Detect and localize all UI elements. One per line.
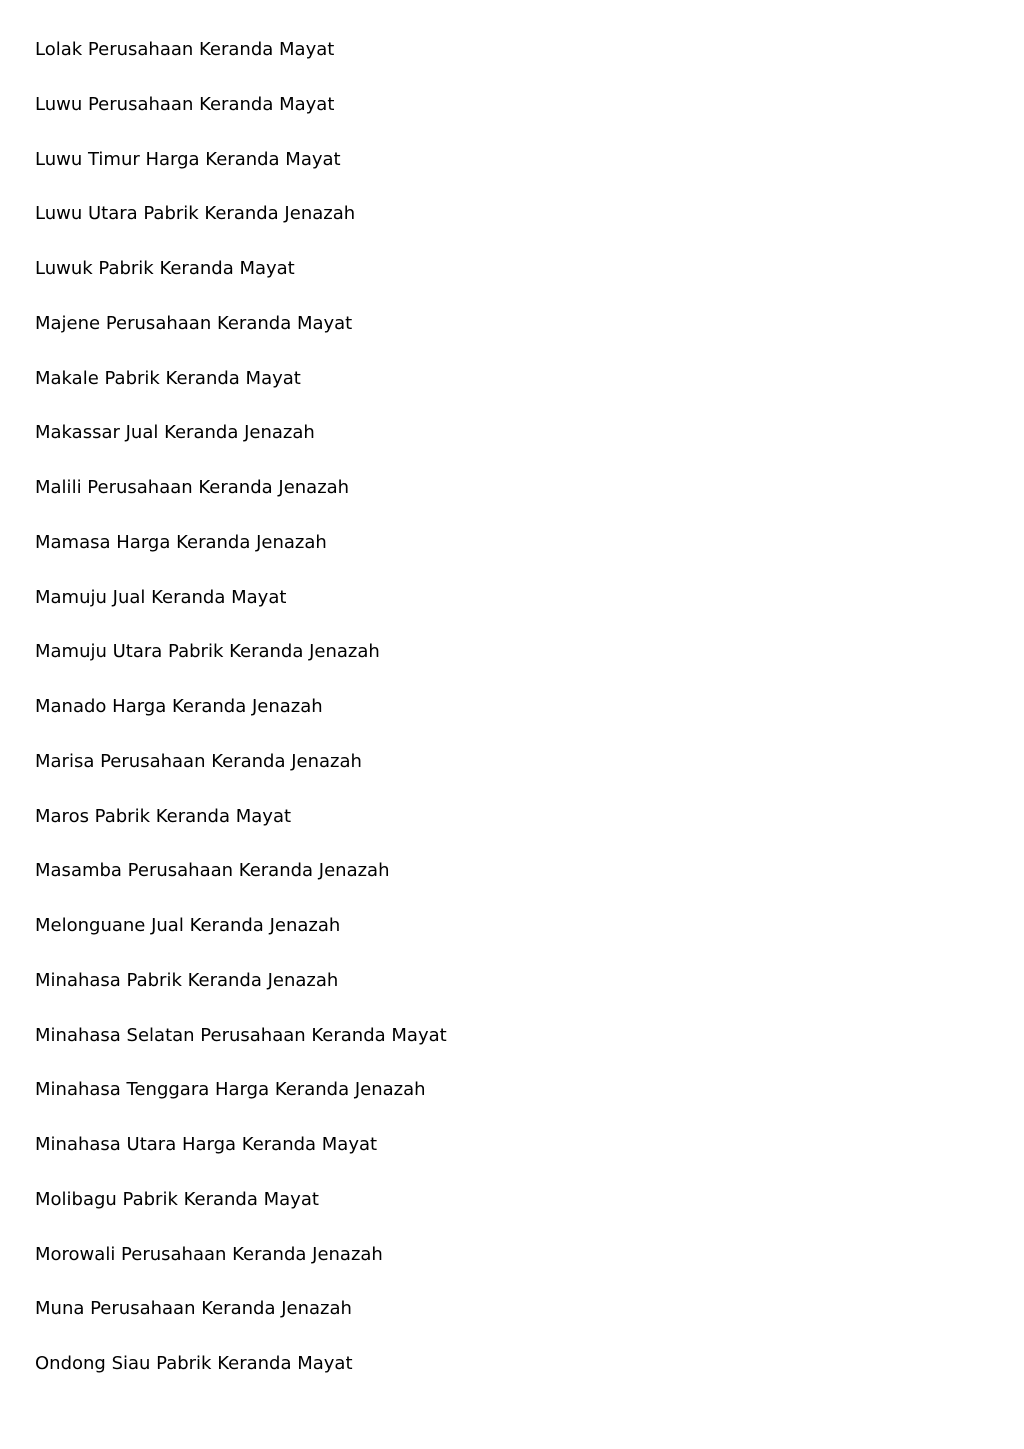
entry-text: Luwuk Pabrik Keranda Mayat xyxy=(35,258,295,279)
list-item xyxy=(35,858,935,913)
entry-text: Marisa Perusahaan Keranda Jenazah xyxy=(35,750,362,772)
list-item xyxy=(35,37,935,92)
list-item xyxy=(35,147,935,202)
entry-text: Malili Perusahaan Keranda Jenazah xyxy=(35,477,350,498)
list-item xyxy=(35,968,935,1023)
entry-text: Makale Pabrik Keranda Mayat xyxy=(35,367,301,389)
entry-text: Minahasa Pabrik Keranda Jenazah xyxy=(35,969,339,991)
entry-text: Melonguane Jual Keranda Jenazah xyxy=(35,915,341,936)
entry-text: Mamuju Utara Pabrik Keranda Jenazah xyxy=(35,641,380,663)
entry-text: Minahasa Tenggara Harga Keranda Jenazah xyxy=(35,1079,426,1101)
list-item xyxy=(35,749,935,804)
entry-text: Minahasa Selatan Perusahaan Keranda Mayat xyxy=(35,1024,447,1046)
list-item xyxy=(35,804,935,859)
entry-text: Maros Pabrik Keranda Mayat xyxy=(35,805,292,827)
entry-text: Masamba Perusahaan Keranda Jenazah xyxy=(35,860,390,882)
entry-text: Lolak Perusahaan Keranda Mayat xyxy=(35,39,335,60)
list-item xyxy=(35,1187,935,1242)
list-item xyxy=(35,1023,935,1078)
list-item xyxy=(35,585,935,640)
entry-text: Mamasa Harga Keranda Jenazah xyxy=(35,531,327,553)
entry-text: Minahasa Utara Harga Keranda Mayat xyxy=(35,1134,378,1155)
list-item xyxy=(35,311,935,366)
list-item xyxy=(35,92,935,147)
list-item xyxy=(35,530,935,585)
list-item xyxy=(35,420,935,475)
list-item xyxy=(35,201,935,256)
list-item xyxy=(35,256,935,311)
list-item xyxy=(35,1296,935,1351)
list-item xyxy=(35,639,935,694)
entry-text: Muna Perusahaan Keranda Jenazah xyxy=(35,1298,352,1320)
list-item xyxy=(35,475,935,530)
entry-text: Molibagu Pabrik Keranda Mayat xyxy=(35,1188,319,1210)
entry-text: Makassar Jual Keranda Jenazah xyxy=(35,422,315,444)
list-item xyxy=(35,1132,935,1187)
list-item xyxy=(35,694,935,749)
list-item xyxy=(35,1242,935,1297)
list-item xyxy=(35,1077,935,1132)
entry-text: Luwu Utara Pabrik Keranda Jenazah xyxy=(35,203,356,225)
entry-text: Luwu Timur Harga Keranda Mayat xyxy=(35,148,341,170)
entry-text: Manado Harga Keranda Jenazah xyxy=(35,696,323,717)
entry-list xyxy=(35,37,935,1406)
list-item xyxy=(35,1351,935,1406)
list-item xyxy=(35,366,935,421)
entry-text: Morowali Perusahaan Keranda Jenazah xyxy=(35,1243,383,1265)
entry-text: Ondong Siau Pabrik Keranda Mayat xyxy=(35,1353,353,1374)
entry-text: Majene Perusahaan Keranda Mayat xyxy=(35,312,353,334)
entry-text: Luwu Perusahaan Keranda Mayat xyxy=(35,93,335,115)
list-item xyxy=(35,913,935,968)
entry-text: Mamuju Jual Keranda Mayat xyxy=(35,586,287,608)
